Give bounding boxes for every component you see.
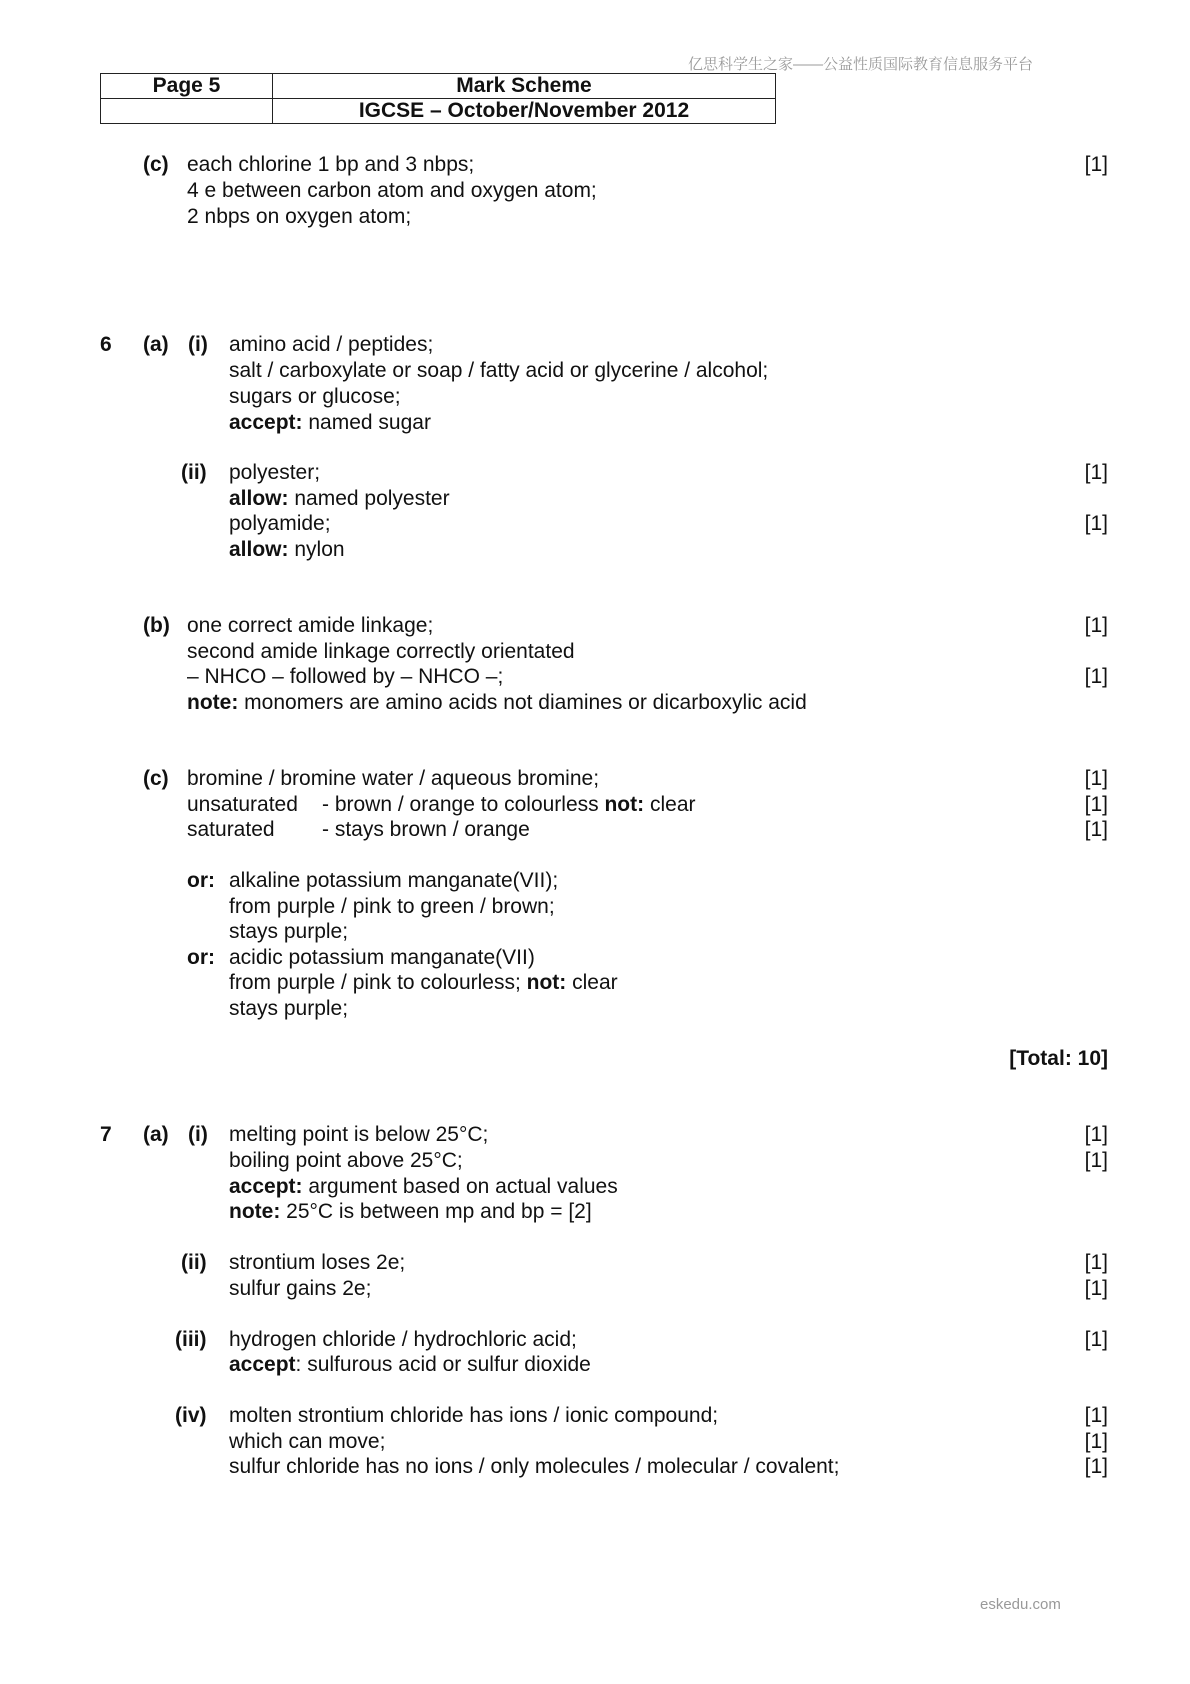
q6aii-label: (ii) [181, 461, 207, 484]
q5c-line: each chlorine 1 bp and 3 nbps; [187, 153, 475, 176]
q7aiii-accept [229, 1352, 591, 1378]
page-number: Page 5 [101, 74, 273, 99]
q6c-unsaturated-word: unsaturated [187, 793, 298, 816]
q6b-label: (b) [143, 614, 170, 637]
q7ai-accept [229, 1174, 618, 1200]
q6c-or2-line [229, 970, 618, 996]
q6c-label: (c) [143, 767, 169, 790]
q7aii-mark: [1] [1084, 1277, 1108, 1300]
q7aiv-line: molten strontium chloride has ions / ionic compound; [229, 1404, 719, 1427]
q6ai-line: amino acid / peptides; [229, 333, 434, 356]
allow-text: nylon [288, 538, 345, 561]
q7aiv-line: which can move; [229, 1430, 386, 1453]
not-keyword: not: [604, 793, 645, 816]
q7aiii-line: hydrogen chloride / hydrochloric acid; [229, 1328, 577, 1351]
result-text: - brown / orange to colourless [322, 793, 605, 816]
accept-keyword: accept: [229, 411, 303, 434]
q6c-or1-line: alkaline potassium manganate(VII); [229, 869, 559, 892]
q6c-saturated-result: - stays brown / orange [322, 818, 530, 841]
q6c-line: bromine / bromine water / aqueous bromine; [187, 767, 600, 790]
q6c-mark: [1] [1084, 793, 1108, 816]
page-title: Mark Scheme [273, 74, 776, 99]
q6c-or1-line: from purple / pink to green / brown; [229, 895, 555, 918]
accept-text: argument based on actual values [302, 1175, 618, 1198]
q6aii-mark: [1] [1084, 461, 1108, 484]
q7aii-line: strontium loses 2e; [229, 1251, 406, 1274]
q7aii-label: (ii) [181, 1251, 207, 1274]
q7aii-line: sulfur gains 2e; [229, 1277, 372, 1300]
q7ai-note [229, 1199, 592, 1225]
accept-keyword: accept: [229, 1175, 303, 1198]
watermark-bottom: eskedu.com [980, 1596, 1061, 1613]
q6ai-line: salt / carboxylate or soap / fatty acid or glycerine / alcohol; [229, 359, 769, 382]
watermark-top: 亿思科学生之家——公益性质国际教育信息服务平台 [688, 56, 1034, 73]
q5c-line: 4 e between carbon atom and oxygen atom; [187, 179, 597, 202]
q7ai-line: boiling point above 25°C; [229, 1149, 463, 1172]
q6aii-line: polyamide; [229, 512, 331, 535]
note-keyword: note: [187, 691, 239, 714]
q7aiv-mark: [1] [1084, 1430, 1108, 1453]
or2-text: from purple / pink to colourless; [229, 971, 527, 994]
q6ai-line: sugars or glucose; [229, 385, 401, 408]
not-text: clear [566, 971, 618, 994]
allow-text: named polyester [288, 487, 450, 510]
q7ai-mark: [1] [1084, 1149, 1108, 1172]
q7aiv-mark: [1] [1084, 1455, 1108, 1478]
q6b-line: – NHCO – followed by – NHCO –; [187, 665, 504, 688]
q6b-line: one correct amide linkage; [187, 614, 434, 637]
or-keyword: or: [187, 869, 215, 892]
q6ai-label: (i) [188, 333, 208, 356]
exam-session: IGCSE – October/November 2012 [273, 99, 776, 124]
q7ai-label: (i) [188, 1123, 208, 1146]
q6aii-allow [229, 537, 345, 563]
q7a-label: (a) [143, 1123, 169, 1146]
note-keyword: note: [229, 1200, 281, 1223]
q7aii-mark: [1] [1084, 1251, 1108, 1274]
note-text: monomers are amino acids not diamines or dicarboxylic acid [238, 691, 807, 714]
allow-keyword: allow: [229, 538, 289, 561]
q7aiv-mark: [1] [1084, 1404, 1108, 1427]
q6aii-line: polyester; [229, 461, 321, 484]
q6c-mark: [1] [1084, 767, 1108, 790]
header-table [100, 73, 776, 124]
accept-text: : sulfurous acid or sulfur dioxide [295, 1353, 591, 1376]
q7aiv-label: (iv) [175, 1404, 207, 1427]
q6a-label: (a) [143, 333, 169, 356]
q7aiii-mark: [1] [1084, 1328, 1108, 1351]
q6c-unsaturated-result [322, 792, 696, 818]
q7-number: 7 [100, 1123, 112, 1146]
q6c-or2-line: acidic potassium manganate(VII) [229, 946, 535, 969]
q6-number: 6 [100, 333, 112, 356]
not-text: clear [644, 793, 696, 816]
q6ai-accept [229, 410, 431, 436]
q6c-or2-line: stays purple; [229, 997, 349, 1020]
q6c-saturated-word: saturated [187, 818, 275, 841]
q7aiii-label: (iii) [175, 1328, 207, 1351]
accept-text: named sugar [302, 411, 431, 434]
q6c-or1-line: stays purple; [229, 920, 349, 943]
q5c-mark: [1] [1084, 153, 1108, 176]
q6aii-allow [229, 486, 450, 512]
q7ai-mark: [1] [1084, 1123, 1108, 1146]
q6b-mark: [1] [1084, 614, 1108, 637]
allow-keyword: allow: [229, 487, 289, 510]
q7ai-line: melting point is below 25°C; [229, 1123, 489, 1146]
not-keyword: not: [526, 971, 567, 994]
q5c-line: 2 nbps on oxygen atom; [187, 205, 412, 228]
note-text: 25°C is between mp and bp = [2] [280, 1200, 592, 1223]
q6aii-mark: [1] [1084, 512, 1108, 535]
or-keyword: or: [187, 946, 215, 969]
q6b-mark: [1] [1084, 665, 1108, 688]
q6b-line: second amide linkage correctly orientated [187, 640, 575, 663]
q6b-note [187, 690, 807, 716]
header-empty-cell [101, 99, 273, 124]
accept-keyword: accept [229, 1353, 296, 1376]
q5c-label: (c) [143, 153, 169, 176]
q6-total: [Total: 10] [1009, 1047, 1108, 1070]
q6c-mark: [1] [1084, 818, 1108, 841]
q7aiv-line: sulfur chloride has no ions / only molecules / molecular / covalent; [229, 1455, 840, 1478]
